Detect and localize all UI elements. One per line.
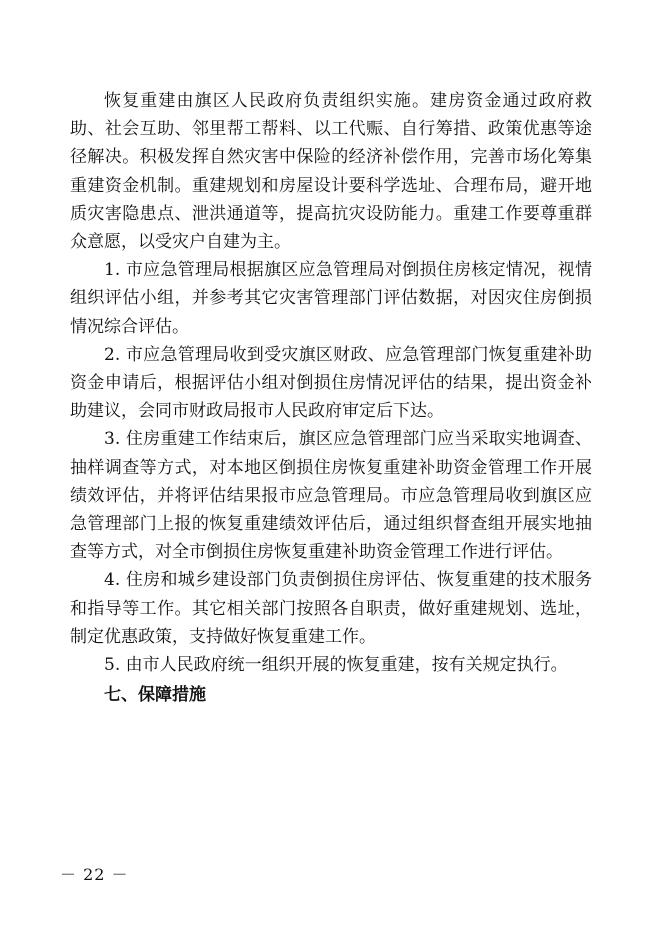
paragraph-item-2: 2. 市应急管理局收到受灾旗区财政、应急管理部门恢复重建补助资金申请后，根据评估小组对倒损住房情况评估的结果，提出资金补助建议，会同市财政局报市人民政府审定后下达。 [70, 344, 592, 422]
paragraph-item-3: 3. 住房重建工作结束后，旗区应急管理部门应当采取实地调查、抽样调查等方式，对本地区倒损住房恢复重建补助资金管理工作开展绩效评估，并将评估结果报市应急管理局。市应急管理局收到旗区应急管理部门上报的恢复重建绩效评估后，通过组织督查组开展实地抽查等方式，对全市倒损住房恢复重建补助资金管理工作进行评估。 [70, 429, 592, 563]
page-number: － 22 － [60, 865, 129, 884]
paragraph-reconstruction-overview: 恢复重建由旗区人民政府负责组织实施。建房资金通过政府救助、社会互助、邻里帮工帮料、以工代赈、自行筹措、政策优惠等途径解决。积极发挥自然灾害中保险的经济补偿作用，完善市场化筹集重建资金机制。重建规划和房屋设计要科学选址、合理布局，避开地质灾害隐患点、泄洪通道等，提高抗灾设防能力。重建工作要尊重群众意愿，以受灾户自建为主。 [70, 91, 592, 253]
paragraph-item-5: 5. 由市人民政府统一组织开展的恢复重建，按有关规定执行。 [104, 655, 568, 676]
section-heading: 七、保障措施 [104, 685, 206, 706]
paragraph-item-1: 1. 市应急管理局根据旗区应急管理局对倒损住房核定情况，视情组织评估小组，并参考其它灾害管理部门评估数据，对因灾住房倒损情况综合评估。 [70, 260, 592, 337]
document-body [70, 87, 592, 709]
paragraph-item-4: 4. 住房和城乡建设部门负责倒损住房评估、恢复重建的技术服务和指导等工作。其它相关部门按照各自职责，做好重建规划、选址，制定优惠政策，支持做好恢复重建工作。 [70, 570, 592, 647]
